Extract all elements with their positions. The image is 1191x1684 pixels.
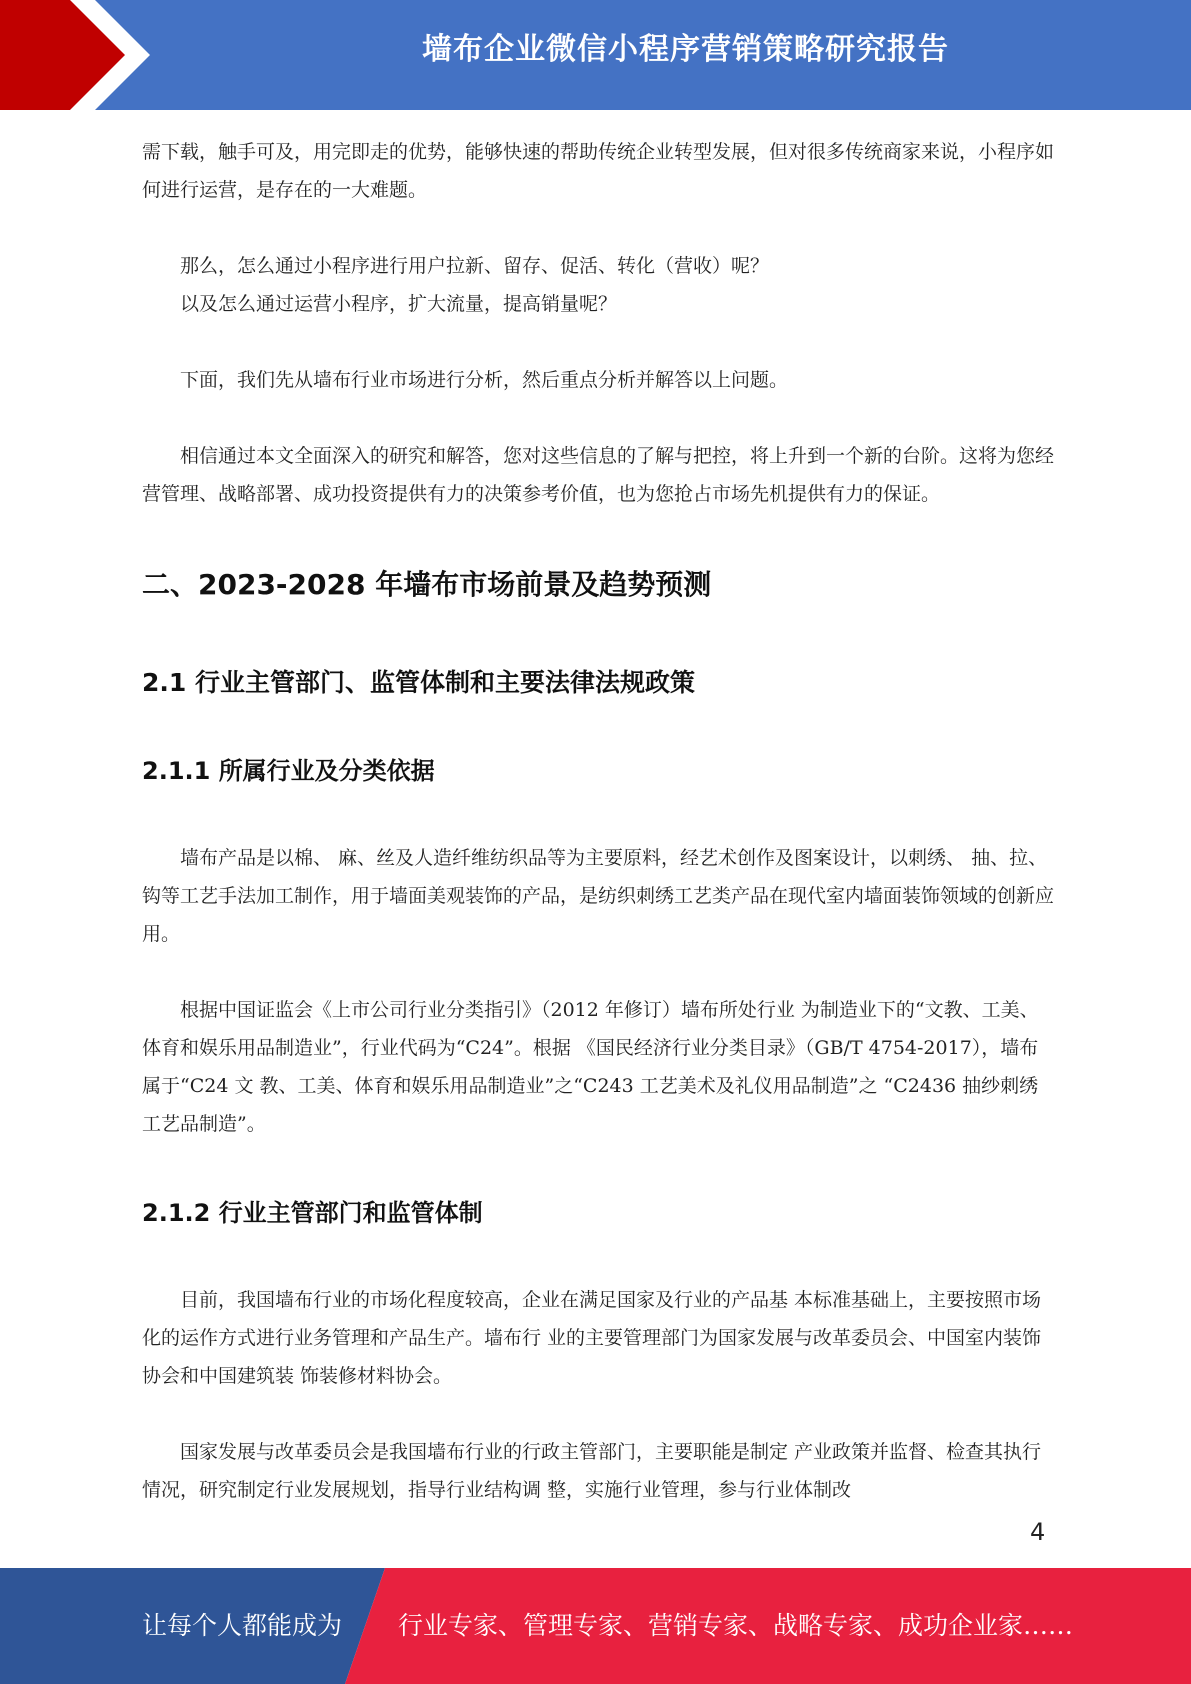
paragraph-question-2: 以及怎么通过运营小程序，扩大流量，提高销量呢？ <box>180 293 618 315</box>
subsection-heading-2-1-2: 2.1.2 行业主管部门和监管体制 <box>142 1199 483 1227</box>
page-number: 4 <box>1030 1518 1046 1546</box>
paragraph-continued: 需下载，触手可及，用完即走的优势，能够快速的帮助传统企业转型发展，但对很多传统商家来说，小程序如何进行运营，是存在的一大难题。 <box>142 141 1055 201</box>
paragraph-question-1: 那么，怎么通过小程序进行用户拉新、留存、促活、转化（营收）呢？ <box>180 255 770 277</box>
footer-slogan-left: 让每个人都能成为 <box>142 1611 343 1640</box>
subsection-heading-2-1: 2.1 行业主管部门、监管体制和主要法律法规政策 <box>142 668 695 697</box>
document-body <box>142 133 1054 1509</box>
subsection-heading-2-1-1: 2.1.1 所属行业及分类依据 <box>142 757 435 785</box>
section-heading-2: 二、2023-2028 年墙布市场前景及趋势预测 <box>142 568 712 601</box>
page-footer <box>0 1568 1191 1684</box>
page-header <box>0 0 1191 110</box>
footer-slogan-right: 行业专家、管理专家、营销专家、战略专家、成功企业家…… <box>398 1611 1074 1640</box>
paragraph-product-definition: 墙布产品是以棉、 麻、丝及人造纤维纺织品等为主要原料，经艺术创作及图案设计，以刺绣、 抽、拉、钩等工艺手法加工制作，用于墙面美观装饰的产品，是纺织刺绣工艺类产品在现代室内墙面装饰领域的创新应用。 <box>142 847 1055 945</box>
paragraph-value: 相信通过本文全面深入的研究和解答，您对这些信息的了解与把控，将上升到一个新的台阶。这将为您经营管理、战略部署、成功投资提供有力的决策参考价值，也为您抢占市场先机提供有力的保证。 <box>142 445 1055 505</box>
paragraph-ndrc: 国家发展与改革委员会是我国墙布行业的行政主管部门，主要职能是制定 产业政策并监督、检查其执行情况，研究制定行业发展规划，指导行业结构调 整，实施行业管理，参与行业体制改 <box>142 1441 1042 1501</box>
paragraph-classification: 根据中国证监会《上市公司行业分类指引》（2012 年修订）墙布所处行业 为制造业下的“文教、工美、体育和娱乐用品制造业”，行业代码为“C24”。根据 《国民经济行业分类目录》（GB/T 4754-2017），墙布属于“C24 文 教、工美、体育和娱乐用品制造业”之“C243 工艺美术及礼仪用品制造”之 “C2436 抽纱刺绣工艺品制造”。 <box>142 999 1039 1135</box>
paragraph-intro: 下面，我们先从墙布行业市场进行分析，然后重点分析并解答以上问题。 <box>180 369 789 391</box>
report-title: 墙布企业微信小程序营销策略研究报告 <box>422 32 949 67</box>
paragraph-regulation: 目前，我国墙布行业的市场化程度较高，企业在满足国家及行业的产品基 本标准基础上，主要按照市场化的运作方式进行业务管理和产品生产。墙布行 业的主要管理部门为国家发展与改革委员会、中国室内装饰协会和中国建筑装 饰装修材料协会。 <box>142 1289 1042 1387</box>
